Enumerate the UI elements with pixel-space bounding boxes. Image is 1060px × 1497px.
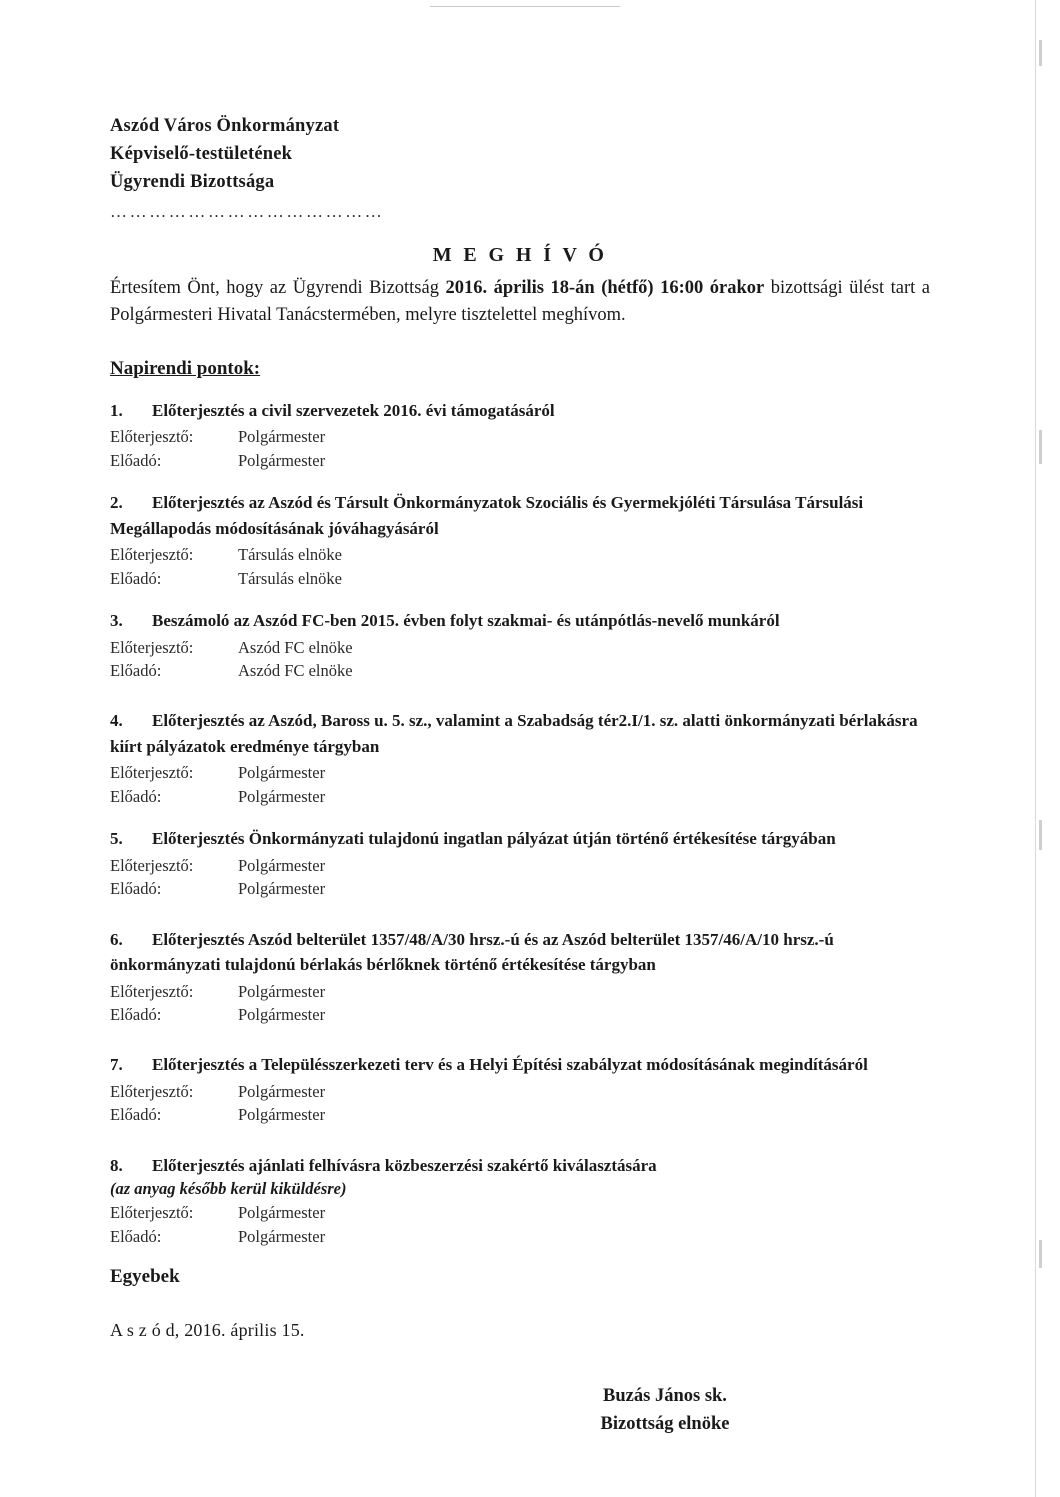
scan-artifact-mark-3 xyxy=(1039,820,1042,850)
invitation-text-part-2: bizottsági ülést tart a Polgármesteri Hivatal Tanácstermében, melyre tisztelettel meghívom. xyxy=(110,278,930,325)
presenter-value: Polgármester xyxy=(238,1226,326,1246)
organization-line-2: Képviselő-testületének xyxy=(110,144,293,165)
document-content xyxy=(110,112,930,1439)
proposer-value: Polgármester xyxy=(238,1081,326,1101)
agenda-item-title xyxy=(110,398,930,424)
proposer-value: Társulás elnöke xyxy=(238,545,343,565)
agenda-item xyxy=(110,608,930,682)
presenter-value: Társulás elnöke xyxy=(238,568,343,588)
agenda-item-text: Előterjesztés a civil szervezetek 2016. évi támogatásáról xyxy=(152,400,555,420)
agenda-item-text: Előterjesztés ajánlati felhívásra közbeszerzési szakértő kiválasztására xyxy=(152,1155,657,1175)
agenda-item-note: (az anyag később kerül kiküldésre) xyxy=(110,1179,347,1199)
agenda-item-title xyxy=(110,608,930,634)
presenter-label: Előadó: xyxy=(110,1105,162,1125)
header-divider: …………………………………… xyxy=(110,202,385,222)
proposer-row xyxy=(110,425,930,448)
presenter-row xyxy=(110,1103,930,1126)
proposer-label: Előterjesztő: xyxy=(110,855,194,875)
presenter-label: Előadó: xyxy=(110,786,162,806)
proposer-label: Előterjesztő: xyxy=(110,1203,194,1223)
presenter-label: Előadó: xyxy=(110,879,162,899)
agenda-item-text: Előterjesztés Önkormányzati tulajdonú ingatlan pályázat útján történő értékesítése tárgyában xyxy=(152,829,836,849)
presenter-label: Előadó: xyxy=(110,568,162,588)
signature-name: Buzás János sk. xyxy=(603,1386,727,1407)
agenda-item-title xyxy=(110,1052,930,1078)
presenter-row xyxy=(110,449,930,472)
agenda-item-title xyxy=(110,490,930,541)
scan-artifact-mark-1 xyxy=(1039,40,1042,66)
invitation-datetime: 2016. április 18-án (hétfő) 16:00 órakor xyxy=(445,278,765,299)
place-and-date: A s z ó d, 2016. április 15. xyxy=(110,1320,305,1341)
agenda-item-number: 6. xyxy=(110,929,123,949)
proposer-value: Aszód FC elnöke xyxy=(238,637,353,657)
proposer-value: Polgármester xyxy=(238,981,326,1001)
agenda-item xyxy=(110,1052,930,1126)
organization-line-3: Ügyrendi Bizottsága xyxy=(110,172,275,193)
agenda-item-number: 1. xyxy=(110,400,123,420)
invitation-paragraph xyxy=(110,275,930,328)
proposer-label: Előterjesztő: xyxy=(110,763,194,783)
scan-artifact-mark-2 xyxy=(1039,430,1042,464)
presenter-row xyxy=(110,877,930,900)
proposer-value: Polgármester xyxy=(238,1203,326,1223)
presenter-label: Előadó: xyxy=(110,660,162,680)
agenda-item-title xyxy=(110,708,930,759)
agenda-item-roles xyxy=(110,425,930,472)
scan-artifact-top xyxy=(430,6,620,7)
agenda-item-number: 5. xyxy=(110,829,123,849)
presenter-value: Polgármester xyxy=(238,1105,326,1125)
agenda-item-text: Előterjesztés Aszód belterület 1357/48/A/30 hrsz.-ú és az Aszód belterület 1357/46/A/10 hrsz.-ú önkormányzati tulajdonú bérlakás bérlőknek történő értékesítése tárgyban xyxy=(110,929,834,975)
signature-block xyxy=(110,1383,930,1439)
agenda-item-roles xyxy=(110,980,930,1027)
agenda-item-text: Előterjesztés az Aszód, Baross u. 5. sz., valamint a Szabadság tér2.I/1. sz. alatti önkormányzati bérlakásra kiírt pályázatok eredménye tárgyban xyxy=(110,711,918,756)
agenda-item-roles xyxy=(110,543,930,590)
presenter-row xyxy=(110,567,930,590)
agenda-item-roles xyxy=(110,854,930,901)
agenda-item xyxy=(110,490,930,590)
agenda-item xyxy=(110,708,930,808)
agenda-item-text: Beszámoló az Aszód FC-ben 2015. évben folyt szakmai- és utánpótlás-nevelő munkáról xyxy=(152,611,780,631)
proposer-value: Polgármester xyxy=(238,763,326,783)
agenda-item xyxy=(110,927,930,1027)
agenda-item-title xyxy=(110,826,930,852)
invitation-text-part-1: Értesítem Önt, hogy az Ügyrendi Bizottság xyxy=(110,278,446,299)
presenter-row xyxy=(110,785,930,808)
agenda-item-roles xyxy=(110,1080,930,1127)
presenter-value: Polgármester xyxy=(238,786,326,806)
proposer-label: Előterjesztő: xyxy=(110,1081,194,1101)
presenter-value: Polgármester xyxy=(238,450,326,470)
presenter-row xyxy=(110,1003,930,1026)
signature-role: Bizottság elnöke xyxy=(600,1413,730,1434)
agenda-item-roles xyxy=(110,761,930,808)
agenda-item-roles xyxy=(110,636,930,683)
proposer-value: Polgármester xyxy=(238,855,326,875)
presenter-row xyxy=(110,659,930,682)
presenter-label: Előadó: xyxy=(110,450,162,470)
agenda-item-text: Előterjesztés az Aszód és Társult Önkormányzatok Szociális és Gyermekjóléti Társulása Társulási Megállapodás módosításának jóváhagyásáról xyxy=(110,493,864,538)
proposer-row xyxy=(110,761,930,784)
scan-artifact-mark-4 xyxy=(1039,1240,1042,1268)
agenda-item-other: Egyebek xyxy=(110,1266,180,1288)
agenda-item-number: 7. xyxy=(110,1055,123,1075)
proposer-row xyxy=(110,636,930,659)
proposer-row xyxy=(110,854,930,877)
presenter-label: Előadó: xyxy=(110,1226,162,1246)
proposer-row xyxy=(110,543,930,566)
agenda-item-number: 4. xyxy=(110,711,123,731)
proposer-row xyxy=(110,1201,930,1224)
presenter-row xyxy=(110,1225,930,1248)
agenda-item-title xyxy=(110,1153,930,1179)
proposer-row xyxy=(110,980,930,1003)
proposer-label: Előterjesztő: xyxy=(110,545,194,565)
presenter-label: Előadó: xyxy=(110,1005,162,1024)
presenter-value: Polgármester xyxy=(238,879,326,899)
agenda-item-number: 2. xyxy=(110,493,123,513)
agenda-item xyxy=(110,1153,930,1248)
agenda-item-number: 3. xyxy=(110,611,123,631)
agenda-list xyxy=(110,398,930,1288)
agenda-item-number: 8. xyxy=(110,1155,123,1175)
scan-artifact-right-margin xyxy=(1035,0,1036,1497)
presenter-value: Aszód FC elnöke xyxy=(238,660,353,680)
presenter-value: Polgármester xyxy=(238,1005,326,1024)
agenda-item-roles xyxy=(110,1201,930,1248)
agenda-item xyxy=(110,826,930,900)
page-title: M E G H Í V Ó xyxy=(432,244,608,267)
proposer-label: Előterjesztő: xyxy=(110,637,194,657)
agenda-item xyxy=(110,398,930,472)
agenda-item-text: Előterjesztés a Településszerkezeti terv és a Helyi Építési szabályzat módosításának megindításáról xyxy=(152,1055,868,1075)
agenda-item-title xyxy=(110,927,930,978)
proposer-label: Előterjesztő: xyxy=(110,981,194,1001)
issuing-organization xyxy=(110,112,930,196)
proposer-label: Előterjesztő: xyxy=(110,427,194,447)
agenda-heading: Napirendi pontok: xyxy=(110,357,261,379)
organization-line-1: Aszód Város Önkormányzat xyxy=(110,116,340,136)
proposer-value: Polgármester xyxy=(238,427,326,447)
proposer-row xyxy=(110,1080,930,1103)
